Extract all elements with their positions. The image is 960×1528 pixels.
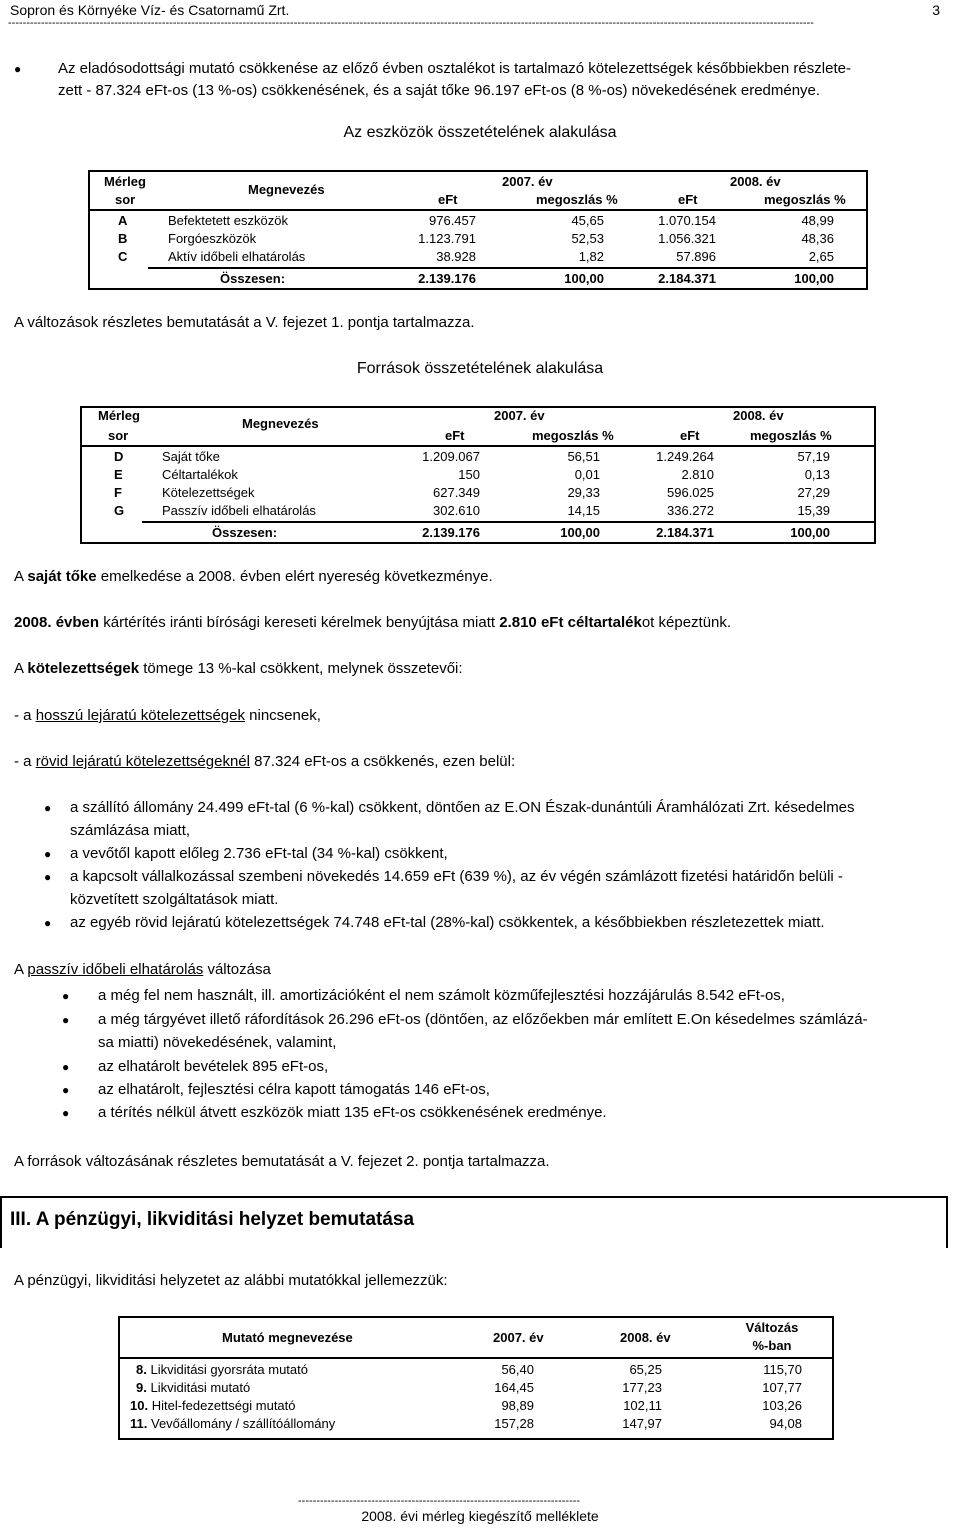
deferred-item-1: a még fel nem használt, ill. amortizációként el nem számolt közműfejlesztési hozzájárulás 8.542 eFt-os,: [98, 987, 785, 1004]
intro-line-2: zett - 87.324 eFt-os (13 %-os) csökkenésének, és a saját tőke 96.197 eFt-os (8 %-os) növekedésének eredménye.: [58, 82, 821, 99]
bullet-icon: ●: [62, 1083, 70, 1097]
sources-h-2007: 2007. év: [494, 408, 545, 423]
ratios-h-name: Mutató megnevezése: [222, 1330, 353, 1345]
assets-total-pct08: 100,00: [794, 271, 834, 286]
deferred-item-5: a térítés nélkül átvett eszközök miatt 135 eFt-os csökkenésének eredménye.: [98, 1104, 607, 1121]
assets-row-pct08: 2,65: [808, 249, 834, 264]
sources-row-name: Passzív időbeli elhatárolás: [162, 503, 316, 518]
sources-row-eft08: 2.810: [681, 467, 714, 482]
para-liabilities: A kötelezettségek tömege 13 %-kal csökkent, melynek összetevői:: [14, 660, 463, 677]
header-separator: ----------------------------------------------------------------------------------------------------------------------------------------------------------------------------------------------------------------------------: [8, 18, 814, 28]
assets-row-name: Forgóeszközök: [168, 231, 257, 246]
sources-row-name: Saját tőke: [162, 449, 220, 464]
ratios-header-rule: [118, 1357, 834, 1359]
sources-title: Források összetételének alakulása: [356, 360, 604, 377]
sources-row-sor: G: [114, 503, 125, 518]
sources-row-name: Céltartalékok: [162, 467, 238, 482]
assets-total-eft07: 2.139.176: [418, 271, 476, 286]
bullet-icon: ●: [62, 1106, 70, 1120]
sources-row-pct07: 14,15: [567, 503, 600, 518]
company-name: Sopron és Környéke Víz- és Csatornamű Zrt.: [10, 2, 290, 18]
sources-h-pct07: megoszlás %: [532, 428, 614, 443]
deferred-item-4: az elhatárolt, fejlesztési célra kapott támogatás 146 eFt-os,: [98, 1081, 490, 1098]
para-longterm: - a hosszú lejáratú kötelezettségek nincsenek,: [14, 707, 321, 724]
assets-h-2008: 2008. év: [730, 174, 781, 189]
sources-row-pct08: 0,13: [804, 467, 830, 482]
assets-h-merleg: Mérleg: [104, 174, 146, 189]
ratios-row-chg: 94,08: [769, 1416, 802, 1431]
sources-row-pct07: 29,33: [567, 485, 600, 500]
assets-total-label: Összesen:: [220, 271, 286, 286]
footer-text: 2008. évi mérleg kiegészítő melléklete: [361, 1508, 599, 1524]
assets-row-eft07: 1.123.791: [418, 231, 476, 246]
sources-row-eft08: 596.025: [667, 485, 714, 500]
para-provisions: 2008. évben kártérítés iránti bírósági kereseti kérelmek benyújtása miatt 2.810 eFt céltartalékot képeztünk.: [14, 614, 732, 631]
sources-row-sor: F: [114, 485, 122, 500]
ratios-row: 10. Hitel-fedezettségi mutató: [130, 1398, 296, 1413]
ratios-row: 11. Vevőállomány / szállítóállomány: [130, 1416, 336, 1431]
sources-header-rule: [80, 445, 876, 447]
ratios-h-change-2: %-ban: [752, 1338, 792, 1353]
sources-h-2008: 2008. év: [733, 408, 784, 423]
ratios-h-2008: 2008. év: [620, 1330, 671, 1345]
sources-h-megnevezes: Megnevezés: [242, 416, 319, 431]
shortterm-item-4: az egyéb rövid lejáratú kötelezettségek 74.748 eFt-tal (28%-kal) csökkentek, a későbbiekben részletezettek miatt.: [70, 914, 825, 931]
assets-row-sor: C: [118, 249, 128, 264]
sources-row-pct08: 57,19: [797, 449, 830, 464]
bullet-icon: ●: [44, 870, 52, 884]
sources-row-pct08: 15,39: [797, 503, 830, 518]
intro-line-1: Az eladósodottsági mutató csökkenése az előző évben osztalékot is tartalmazó kötelezettségek későbbiekben részlete-: [58, 60, 851, 77]
sources-total-eft07: 2.139.176: [422, 525, 480, 540]
ratios-row-v07: 157,28: [494, 1416, 534, 1431]
sources-row-eft08: 1.249.264: [656, 449, 714, 464]
sources-h-eft08: eFt: [680, 428, 700, 443]
shortterm-item-1b: számlázása miatt,: [70, 822, 191, 839]
footer-separator: -----------------------------------------------------------------------------: [298, 1496, 581, 1506]
bullet-icon: ●: [44, 916, 52, 930]
sources-row-eft08: 336.272: [667, 503, 714, 518]
sources-h-merleg: Mérleg: [98, 408, 140, 423]
section-title: III. A pénzügyi, likviditási helyzet bemutatása: [10, 1209, 415, 1230]
assets-row-name: Befektetett eszközök: [168, 213, 288, 228]
bullet-icon: ●: [14, 62, 22, 76]
assets-total-eft08: 2.184.371: [658, 271, 716, 286]
assets-title: Az eszközök összetételének alakulása: [343, 124, 617, 141]
sources-row-pct08: 27,29: [797, 485, 830, 500]
assets-h-2007: 2007. év: [502, 174, 553, 189]
sources-row-sor: E: [114, 467, 123, 482]
assets-h-eft08: eFt: [678, 192, 698, 207]
sources-row-eft07: 150: [458, 467, 480, 482]
sources-total-eft08: 2.184.371: [656, 525, 714, 540]
ratios-row-v07: 98,89: [501, 1398, 534, 1413]
assets-row-sor: B: [118, 231, 128, 246]
assets-row-sor: A: [118, 213, 128, 228]
shortterm-item-3a: a kapcsolt vállalkozással szembeni növekedés 14.659 eFt (639 %), az év végén számlázott fizetési határidőn belüli -: [70, 868, 843, 885]
assets-row-eft08: 1.070.154: [658, 213, 716, 228]
section-intro: A pénzügyi, likviditási helyzetet az alábbi mutatókkal jellemezzük:: [14, 1272, 448, 1289]
assets-header-rule: [88, 209, 868, 211]
assets-row-pct07: 45,65: [571, 213, 604, 228]
sources-row-pct07: 0,01: [574, 467, 600, 482]
ratios-row-chg: 115,70: [763, 1362, 802, 1377]
assets-row-eft08: 1.056.321: [658, 231, 716, 246]
ratios-row: 9. Likviditási mutató: [136, 1380, 251, 1395]
ratios-h-change-1: Változás: [745, 1320, 799, 1335]
assets-row-eft07: 38.928: [436, 249, 476, 264]
sources-row-sor: D: [114, 449, 124, 464]
para-deferred: A passzív időbeli elhatárolás változása: [14, 961, 271, 978]
ratios-row-v08: 177,23: [622, 1380, 662, 1395]
ratios-row-v08: 65,25: [629, 1362, 662, 1377]
assets-row-name: Aktív időbeli elhatárolás: [168, 249, 306, 264]
assets-note: A változások részletes bemutatását a V. fejezet 1. pontja tartalmazza.: [14, 314, 475, 331]
ratios-row-v08: 147,97: [622, 1416, 662, 1431]
para-shortterm: - a rövid lejáratú kötelezettségeknél 87.324 eFt-os a csökkenés, ezen belül:: [14, 753, 516, 770]
ratios-row-v08: 102,11: [623, 1398, 662, 1413]
bullet-icon: ●: [62, 1060, 70, 1074]
assets-h-sor: sor: [115, 192, 136, 207]
para-sources-note: A források változásának részletes bemutatását a V. fejezet 2. pontja tartalmazza.: [14, 1153, 550, 1170]
deferred-item-2b: sa miatti) növekedésének, valamint,: [98, 1034, 337, 1051]
assets-h-pct07: megoszlás %: [536, 192, 618, 207]
assets-total-rule: [148, 267, 868, 269]
bullet-icon: ●: [62, 989, 70, 1003]
sources-total-label: Összesen:: [212, 525, 278, 540]
assets-row-pct07: 1,82: [578, 249, 604, 264]
assets-row-pct08: 48,99: [801, 213, 834, 228]
shortterm-item-3b: közvetített szolgáltatások miatt.: [70, 891, 279, 908]
shortterm-item-2: a vevőtől kapott előleg 2.736 eFt-tal (34 %-kal) csökkent,: [70, 845, 448, 862]
assets-row-eft08: 57.896: [676, 249, 716, 264]
bullet-icon: ●: [62, 1013, 70, 1027]
para-equity: A saját tőke emelkedése a 2008. évben elért nyereség következménye.: [14, 568, 493, 585]
ratios-row-chg: 107,77: [762, 1380, 802, 1395]
ratios-row-v07: 164,45: [494, 1380, 534, 1395]
assets-h-megnevezes: Megnevezés: [248, 182, 325, 197]
sources-h-sor: sor: [108, 428, 129, 443]
sources-row-eft07: 627.349: [433, 485, 480, 500]
sources-row-name: Kötelezettségek: [162, 485, 255, 500]
assets-row-eft07: 976.457: [429, 213, 476, 228]
ratios-row-v07: 56,40: [501, 1362, 534, 1377]
sources-total-rule: [142, 521, 876, 523]
assets-row-pct08: 48,36: [801, 231, 834, 246]
page-number: 3: [932, 2, 940, 18]
assets-total-pct07: 100,00: [564, 271, 604, 286]
ratios-row: 8. Likviditási gyorsráta mutató: [136, 1362, 308, 1377]
ratios-row-chg: 103,26: [762, 1398, 802, 1413]
assets-row-pct07: 52,53: [571, 231, 604, 246]
sources-h-eft07: eFt: [445, 428, 465, 443]
deferred-item-2a: a még tárgyévet illető ráfordítások 26.296 eFt-os (döntően, az előzőekben már említett E.On késedelmes számlázá-: [98, 1011, 868, 1028]
sources-h-pct08: megoszlás %: [750, 428, 832, 443]
deferred-item-3: az elhatárolt bevételek 895 eFt-os,: [98, 1058, 329, 1075]
sources-row-pct07: 56,51: [567, 449, 600, 464]
sources-row-eft07: 1.209.067: [422, 449, 480, 464]
sources-row-eft07: 302.610: [433, 503, 480, 518]
bullet-icon: ●: [44, 801, 52, 815]
shortterm-item-1a: a szállító állomány 24.499 eFt-tal (6 %-kal) csökkent, döntően az E.ON Észak-dunántúli Áramhálózati Zrt. késedelmes: [70, 799, 855, 816]
bullet-icon: ●: [44, 847, 52, 861]
assets-h-pct08: megoszlás %: [764, 192, 846, 207]
ratios-h-2007: 2007. év: [493, 1330, 544, 1345]
sources-total-pct07: 100,00: [560, 525, 600, 540]
sources-total-pct08: 100,00: [790, 525, 830, 540]
assets-h-eft07: eFt: [438, 192, 458, 207]
